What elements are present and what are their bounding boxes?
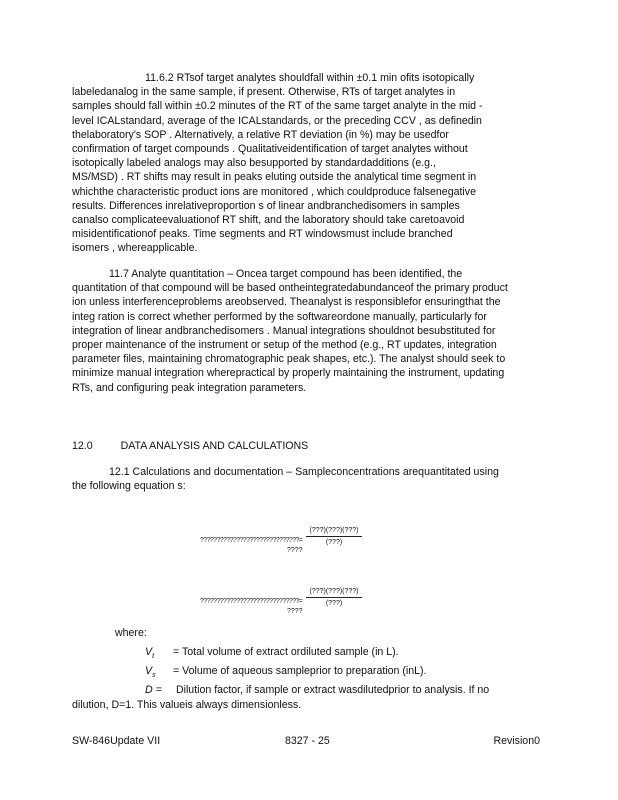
text-line: whichthe characteristic product ions are monitored , which couldproduce falsenegative <box>72 185 476 198</box>
section-number: 12.0 <box>72 440 93 452</box>
footer-right: Revision0 <box>493 735 540 747</box>
definition-symbol: D = <box>145 684 162 697</box>
equation-denominator: (???) <box>325 539 343 546</box>
text-line: 12.1 Calculations and documentation – Sampleconcentrations arequantitated using <box>109 466 499 478</box>
where-label: where: <box>115 627 147 639</box>
variable-definitions <box>72 645 545 713</box>
text-line: minimize manual integration wherepractical by properly maintaining the instrument, updating <box>72 367 505 380</box>
equation-subscript: ???? <box>287 608 303 615</box>
equation-subscript: ???? <box>287 547 303 554</box>
definition-row <box>72 698 545 713</box>
section-11-6-2 <box>72 71 542 256</box>
equation-lhs: ??????????????????????????????= <box>200 537 303 544</box>
equation-lhs: ??????????????????????????????= <box>200 598 303 605</box>
definition-row <box>145 683 545 698</box>
equation-numerator: (???)(???)(???) <box>306 588 362 598</box>
text-line: 11.6.2 RTsof target analytes shouldfall within ±0.1 min ofits isotopically <box>145 72 475 84</box>
section-12-1 <box>72 465 542 493</box>
equation-denominator: (???) <box>325 600 343 607</box>
text-line: parameter files, maintaining chromatographic peak shapes, etc.). The analyst should seek to <box>72 353 506 366</box>
equation-numerator: (???)(???)(???) <box>306 527 362 537</box>
text-line: misidentificationof peaks. Time segments and RT windowsmust include branched <box>72 228 453 241</box>
text-line: 11.7 Analyte quantitation – Oncea target compound has been identified, the <box>109 268 463 280</box>
section-11-7 <box>72 267 542 395</box>
text-line: canalso complicateevaluationof RT shift, and the laboratory should take caretoavoid <box>72 214 465 227</box>
text-line: level ICALstandard, average of the ICALstandards, or the preceding CCV , as definedin <box>72 114 482 127</box>
definition-text: = Volume of aqueous sampleprior to preparation (inL). <box>173 665 427 678</box>
section-heading <box>72 440 308 452</box>
text-line: isotopically labeled analogs may also besupported by standardadditions (e.g., <box>72 157 436 170</box>
section-title: DATA ANALYSIS AND CALCULATIONS <box>120 440 309 452</box>
definition-continuation: dilution, D=1. This valueis always dimensionless. <box>72 699 302 712</box>
text-line: samples should fall within ±0.2 minutes of the RT of the same target analyte in the mid - <box>72 100 483 113</box>
definition-symbol: $V_s$ <box>145 665 156 680</box>
text-line: thelaboratory's SOP . Alternatively, a relative RT deviation (in %) may be usedfor <box>72 128 449 141</box>
text-line: RTs, and configuring peak integration parameters. <box>72 381 307 394</box>
equation-fraction <box>306 588 362 607</box>
text-line: isomers , whereapplicable. <box>72 242 198 255</box>
text-line: proper maintenance of the instrument or setup of the method (e.g., RT updates, integration <box>72 339 497 352</box>
text-line: ion unless interferenceproblems areobserved. Theanalyst is responsiblefor ensuringthat the <box>72 296 501 309</box>
footer-page-number: 8327 - 25 <box>285 735 330 747</box>
text-line: labeledanalog in the same sample, if present. Otherwise, RTs of target analytes in <box>72 86 456 99</box>
definition-text: Dilution factor, if sample or extract wasdilutedprior to analysis. If no <box>173 684 490 697</box>
footer-left: SW-846Update VII <box>72 735 161 747</box>
text-line: MS/MSD) . RT shifts may result in peaks eluting outside the analytical time segment in <box>72 171 477 184</box>
definition-text: = Total volume of extract ordiluted sample (in L). <box>173 646 399 658</box>
definition-row <box>145 645 545 664</box>
definition-row <box>145 664 545 683</box>
text-line: quantitation of that compound will be based ontheintegratedabundanceof the primary product <box>72 282 508 295</box>
text-line: integration of linear andbranchedisomers . Manual integrations shouldnot besubstituted for <box>72 324 496 337</box>
text-line: confirmation of target compounds . Qualitativeidentification of target analytes without <box>72 143 468 156</box>
equation-fraction <box>306 527 362 546</box>
text-line: integ ration is correct whether performed by the softwareordone manually, particularly for <box>72 310 487 323</box>
text-line: results. Differences inrelativeproportion s of linear andbranchedisomers in samples <box>72 199 460 212</box>
definition-symbol: $V_t$ <box>145 646 155 661</box>
text-line: the following equation s: <box>72 480 186 493</box>
